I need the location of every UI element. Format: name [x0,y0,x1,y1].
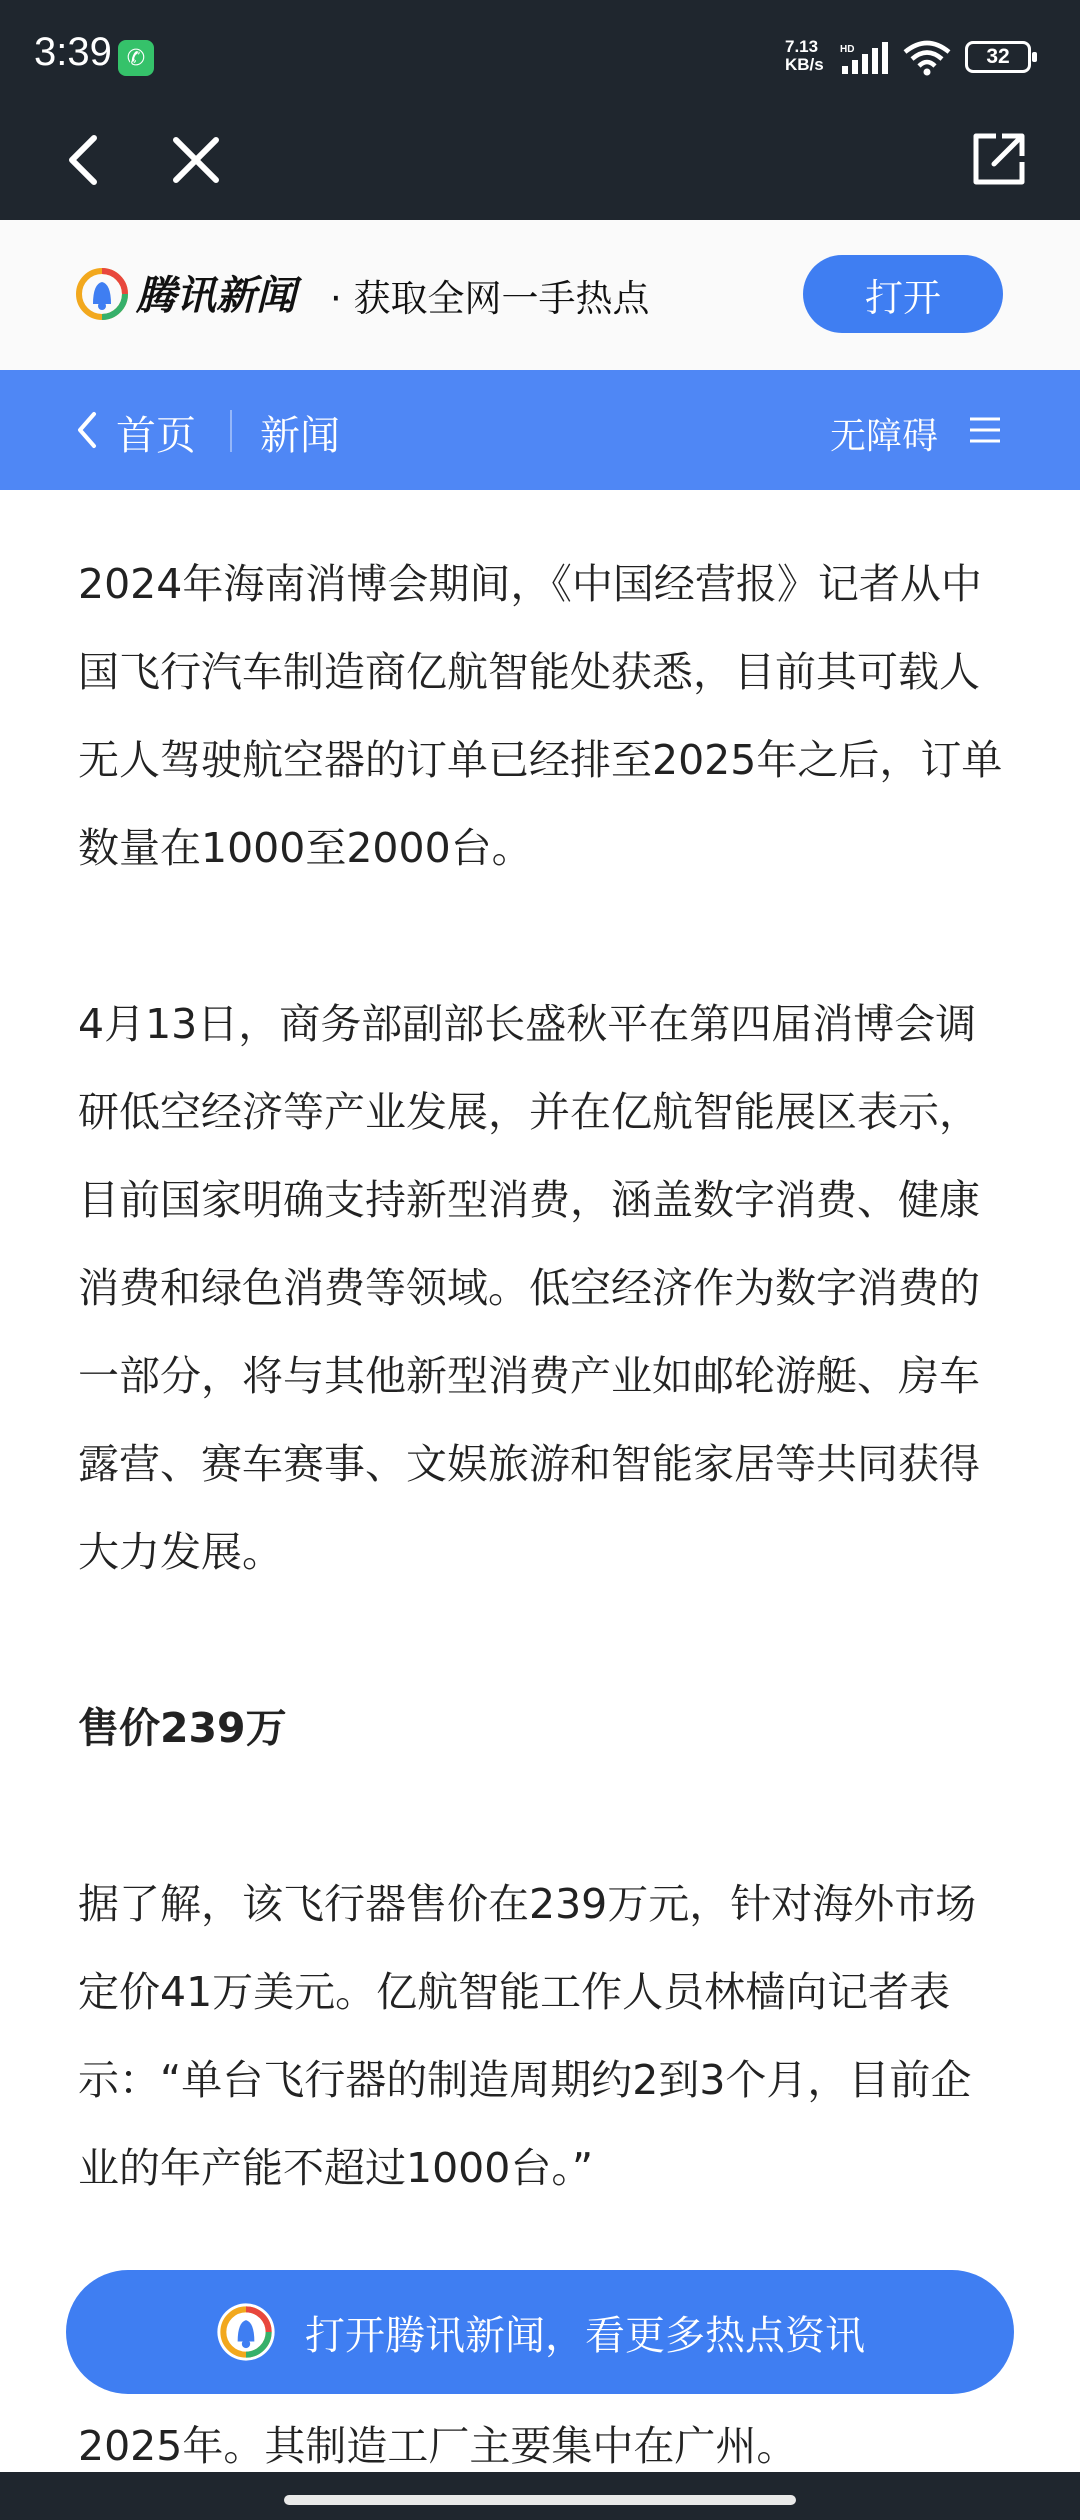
tencent-news-logo-icon [215,2301,277,2363]
network-speed-value: 7.13 [785,37,819,56]
chevron-left-icon[interactable] [74,410,100,450]
wifi-icon [903,40,951,76]
svg-text:HD: HD [840,44,855,55]
nav-divider [230,410,232,452]
network-speed-unit: KB/s [785,55,824,74]
article-paragraph: 据了解，该飞行器售价在239万元，针对海外市场定价41万美元。亿航智能工作人员林樯向记者表示：“单台飞行器的制造周期约2到3个月，目前企业的年产能不超过1000台。” [78,1880,977,2192]
channel-nav [0,370,1080,490]
article-paragraph: 2025年。其制造工厂主要集中在广州。 [78,2422,798,2470]
battery-indicator [965,41,1031,73]
network-speed [785,38,824,74]
banner-tagline: · 获取全网一手热点 [330,277,650,320]
status-time: 3:39 [34,30,112,74]
menu-icon[interactable] [968,416,1002,444]
back-icon[interactable] [60,130,110,190]
phone-call-icon[interactable]: ✆ [118,40,154,76]
open-app-button[interactable]: 打开 [803,255,1003,333]
article-paragraph: 2024年海南消博会期间，《中国经营报》记者从中国飞行汽车制造商亿航智能处获悉，目前其可载人无人驾驶航空器的订单已经排至2025年之后，订单数量在1000至2000台。 [78,560,1003,872]
gesture-handle[interactable] [284,2495,796,2505]
browser-header [0,0,1080,220]
article-paragraph: 4月13日，商务部副部长盛秋平在第四届消博会调研低空经济等产业发展，并在亿航智能展区表示，目前国家明确支持新型消费，涵盖数字消费、健康消费和绿色消费等领域。低空经济作为数字消费的一部分，将与其他新型消费产业如邮轮游艇、房车露营、赛车赛事、文娱旅游和智能家居等共同获得大力发展。 [78,1000,980,1576]
tencent-news-logo-icon [76,268,128,320]
close-icon[interactable] [168,132,224,188]
status-bar [0,0,1080,115]
share-icon[interactable] [970,130,1028,188]
cta-label: 打开腾讯新闻，看更多热点资讯 [305,2312,865,2359]
cellular-signal-icon [840,42,890,76]
battery-level: 32 [986,45,1010,68]
article-body [78,540,1008,2212]
nav-home-link[interactable]: 首页 [116,413,196,459]
accessibility-link[interactable]: 无障碍 [830,416,939,457]
brand-name: 腾讯新闻 [136,273,296,319]
nav-news-link[interactable]: 新闻 [260,413,340,459]
open-app-cta-button[interactable] [66,2270,1014,2394]
article-subheading: 售价239万 [78,1704,287,1752]
